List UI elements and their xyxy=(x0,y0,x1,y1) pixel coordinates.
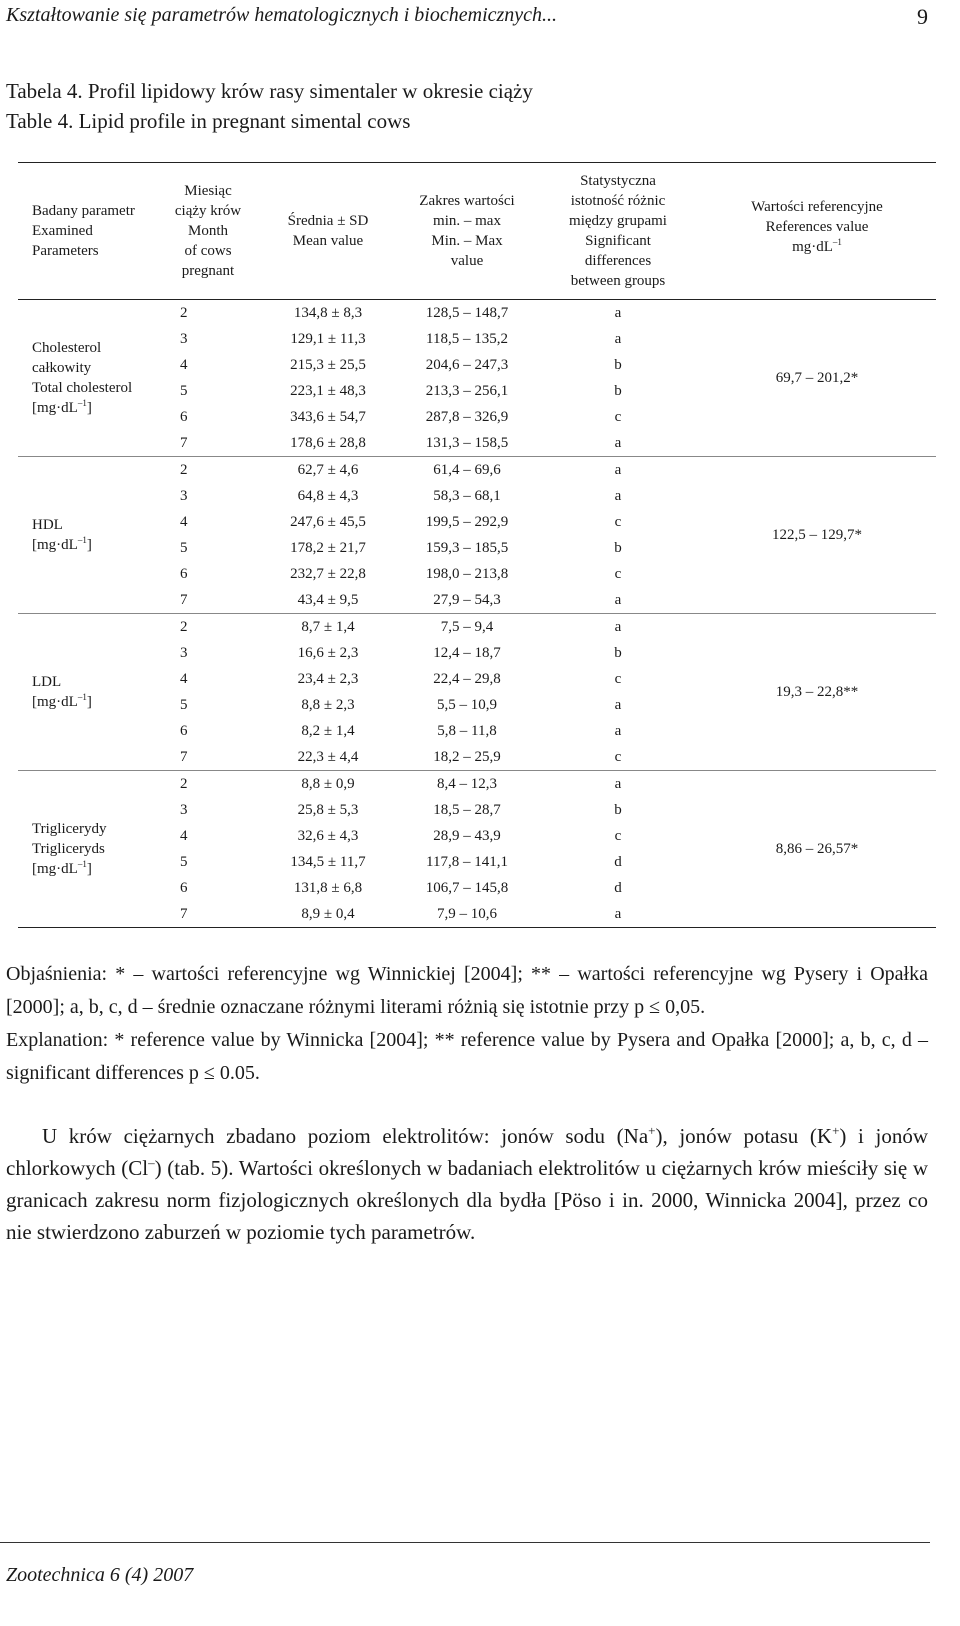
cell-range: 287,8 – 326,9 xyxy=(425,409,509,425)
cell-sig: a xyxy=(614,462,622,478)
cell-sig: a xyxy=(614,592,622,608)
cell-mean: 23,4 ± 2,3 xyxy=(297,671,359,687)
cell-sig: a xyxy=(614,906,622,922)
cell-month: 7 xyxy=(180,906,188,922)
reference-cell: 8,86 – 26,57* xyxy=(775,841,859,857)
cell-month: 4 xyxy=(180,671,188,687)
cell-month: 7 xyxy=(180,435,188,451)
param-cell: LDL $[mg\cdot dL^{-1}]$ xyxy=(32,674,92,710)
reference-cell: 122,5 – 129,7* xyxy=(772,527,862,543)
cell-mean: 178,2 ± 21,7 xyxy=(290,540,366,556)
cell-mean: 129,1 ± 11,3 xyxy=(290,331,366,347)
cell-month: 3 xyxy=(180,645,188,661)
cell-mean: 16,6 ± 2,3 xyxy=(297,645,359,661)
cell-sig: b xyxy=(614,802,622,818)
cell-sig: b xyxy=(614,645,622,661)
cell-month: 2 xyxy=(180,776,188,792)
table-notes-en: Explanation: * reference value by Winnicka [2004]; ** reference value by Pysera and Opałka [2000]; a, b, c, d – significant differences p ≤ 0.05. xyxy=(6,1029,928,1084)
cell-range: 118,5 – 135,2 xyxy=(426,331,508,347)
cell-sig: a xyxy=(614,435,622,451)
table-group xyxy=(18,457,936,614)
reference-cell: 19,3 – 22,8** xyxy=(775,684,859,700)
running-head xyxy=(6,4,928,27)
cell-month: 2 xyxy=(180,619,188,635)
cell-month: 6 xyxy=(180,409,188,425)
cell-mean: 43,4 ± 9,5 xyxy=(297,592,359,608)
cell-sig: a xyxy=(614,305,622,321)
cell-range: 22,4 – 29,8 xyxy=(433,671,501,687)
cell-range: 18,2 – 25,9 xyxy=(433,749,501,765)
lipid-profile-table xyxy=(18,162,936,928)
cell-range: 213,3 – 256,1 xyxy=(425,383,509,399)
cell-sig: d xyxy=(614,854,622,870)
table-caption-en: Table 4. Lipid profile in pregnant simental cows xyxy=(6,109,411,133)
body-paragraph: U krów ciężarnych zbadano poziom elektrolitów: jonów sodu (Na+), jonów potasu (K+) i jonów chlorkowych (Cl–) (tab. 5). Wartości określonych w badaniach elektrolitów u ciężarnych krów mieściły się w granicach zakresu norm fizjologicznych określonych dla bydła [Pöso i in. 2000, Winnicka 2004], przez co nie stwierdzono zaburzeń w poziomie tych parametrów. xyxy=(6,1123,928,1244)
cell-sig: c xyxy=(614,828,622,844)
cell-month: 4 xyxy=(180,514,188,530)
header-param: Badany parametr Examined Parameters xyxy=(32,203,135,259)
cell-month: 5 xyxy=(180,383,188,399)
header-mean: Średnia ± SD Mean value xyxy=(287,213,369,249)
cell-mean: 22,3 ± 4,4 xyxy=(297,749,359,765)
header-significance: Statystyczna istotność różnic między grupami Significant differences between groups xyxy=(569,173,667,289)
cell-mean: 343,6 ± 54,7 xyxy=(290,409,366,425)
cell-month: 3 xyxy=(180,802,188,818)
cell-mean: 215,3 ± 25,5 xyxy=(290,357,366,373)
cell-sig: c xyxy=(614,749,622,765)
header-month: Miesiąc ciąży krów Month of cows pregnant xyxy=(174,183,242,279)
lipid-profile-table-wrap xyxy=(18,162,936,928)
cell-range: 5,8 – 11,8 xyxy=(437,723,497,739)
cell-range: 27,9 – 54,3 xyxy=(433,592,501,608)
cell-range: 199,5 – 292,9 xyxy=(425,514,509,530)
cell-sig: a xyxy=(614,331,622,347)
table-row xyxy=(18,457,936,484)
cell-mean: 8,8 ± 0,9 xyxy=(301,776,355,792)
journal-footer: Zootechnica 6 (4) 2007 xyxy=(6,1564,194,1586)
cell-month: 5 xyxy=(180,697,188,713)
cell-month: 3 xyxy=(180,331,188,347)
param-cell: Triglicerydy Trigliceryds $[mg\cdot dL^{-1}]$ xyxy=(32,821,107,877)
table-group xyxy=(18,771,936,928)
cell-mean: 178,6 ± 28,8 xyxy=(290,435,366,451)
cell-month: 5 xyxy=(180,540,188,556)
cell-mean: 134,5 ± 11,7 xyxy=(290,854,366,870)
table-row xyxy=(18,300,936,327)
table-group xyxy=(18,614,936,771)
cell-month: 6 xyxy=(180,566,188,582)
cell-mean: 64,8 ± 4,3 xyxy=(297,488,359,504)
cell-range: 8,4 – 12,3 xyxy=(437,776,497,792)
table-caption xyxy=(6,76,533,136)
cell-mean: 8,9 ± 0,4 xyxy=(301,906,355,922)
param-cell: HDL $[mg\cdot dL^{-1}]$ xyxy=(32,517,92,553)
cell-mean: 62,7 ± 4,6 xyxy=(297,462,359,478)
cell-sig: b xyxy=(614,383,622,399)
cell-sig: b xyxy=(614,540,622,556)
cell-mean: 25,8 ± 5,3 xyxy=(297,802,359,818)
cell-mean: 32,6 ± 4,3 xyxy=(297,828,359,844)
cell-sig: a xyxy=(614,723,622,739)
page-number: 9 xyxy=(917,4,928,29)
cell-month: 5 xyxy=(180,854,188,870)
cell-sig: a xyxy=(614,776,622,792)
cell-sig: c xyxy=(614,409,622,425)
table-group xyxy=(18,300,936,457)
cell-sig: c xyxy=(614,671,622,687)
table-notes xyxy=(6,958,928,1090)
cell-mean: 134,8 ± 8,3 xyxy=(293,305,363,321)
reference-cell: 69,7 – 201,2* xyxy=(775,370,859,386)
cell-mean: 131,8 ± 6,8 xyxy=(293,880,363,896)
cell-sig: a xyxy=(614,619,622,635)
cell-range: 5,5 – 10,9 xyxy=(437,697,497,713)
cell-month: 4 xyxy=(180,357,188,373)
header-reference: Wartości referencyjne References value $mg\cdot dL^{-1}$ xyxy=(751,199,883,255)
cell-month: 2 xyxy=(180,462,188,478)
cell-month: 4 xyxy=(180,828,188,844)
cell-range: 106,7 – 145,8 xyxy=(425,880,509,896)
cell-range: 58,3 – 68,1 xyxy=(433,488,501,504)
cell-mean: 8,2 ± 1,4 xyxy=(301,723,355,739)
cell-mean: 8,7 ± 1,4 xyxy=(301,619,355,635)
cell-mean: 223,1 ± 48,3 xyxy=(290,383,366,399)
cell-range: 198,0 – 213,8 xyxy=(425,566,509,582)
header-range: Zakres wartości min. – max Min. – Max value xyxy=(419,193,515,269)
cell-range: 12,4 – 18,7 xyxy=(433,645,501,661)
cell-sig: c xyxy=(614,566,622,582)
cell-range: 128,5 – 148,7 xyxy=(425,305,509,321)
table-header-row xyxy=(18,163,936,300)
cell-sig: a xyxy=(614,697,622,713)
cell-range: 7,5 – 9,4 xyxy=(440,619,494,635)
cell-month: 2 xyxy=(180,305,188,321)
cell-range: 28,9 – 43,9 xyxy=(433,828,501,844)
table-row xyxy=(18,771,936,798)
cell-range: 204,6 – 247,3 xyxy=(425,357,509,373)
cell-month: 6 xyxy=(180,723,188,739)
cell-range: 7,9 – 10,6 xyxy=(437,906,497,922)
cell-month: 7 xyxy=(180,749,188,765)
footer-rule xyxy=(0,1542,930,1543)
cell-range: 159,3 – 185,5 xyxy=(425,540,509,556)
cell-range: 61,4 – 69,6 xyxy=(433,462,501,478)
cell-mean: 247,6 ± 45,5 xyxy=(290,514,366,530)
cell-month: 3 xyxy=(180,488,188,504)
table-row xyxy=(18,614,936,641)
running-head-title: Kształtowanie się parametrów hematologicznych i biochemicznych... xyxy=(6,4,558,26)
cell-sig: d xyxy=(614,880,622,896)
cell-range: 18,5 – 28,7 xyxy=(433,802,501,818)
cell-mean: 232,7 ± 22,8 xyxy=(290,566,366,582)
cell-range: 117,8 – 141,1 xyxy=(426,854,508,870)
cell-sig: c xyxy=(614,514,622,530)
table-caption-pl: Tabela 4. Profil lipidowy krów rasy simentaler w okresie ciąży xyxy=(6,79,533,103)
param-cell: Cholesterol całkowity Total cholesterol $[mg\cdot dL^{-1}]$ xyxy=(32,340,133,416)
cell-mean: 8,8 ± 2,3 xyxy=(301,697,355,713)
cell-sig: b xyxy=(614,357,622,373)
cell-month: 6 xyxy=(180,880,188,896)
cell-range: 131,3 – 158,5 xyxy=(425,435,509,451)
cell-month: 7 xyxy=(180,592,188,608)
table-notes-pl: Objaśnienia: * – wartości referencyjne wg Winnickiej [2004]; ** – wartości referencyjne wg Pysery i Opałka [2000]; a, b, c, d – średnie oznaczane różnymi literami różnią się istotnie przy p ≤ 0,05. xyxy=(6,963,928,1018)
cell-sig: a xyxy=(614,488,622,504)
